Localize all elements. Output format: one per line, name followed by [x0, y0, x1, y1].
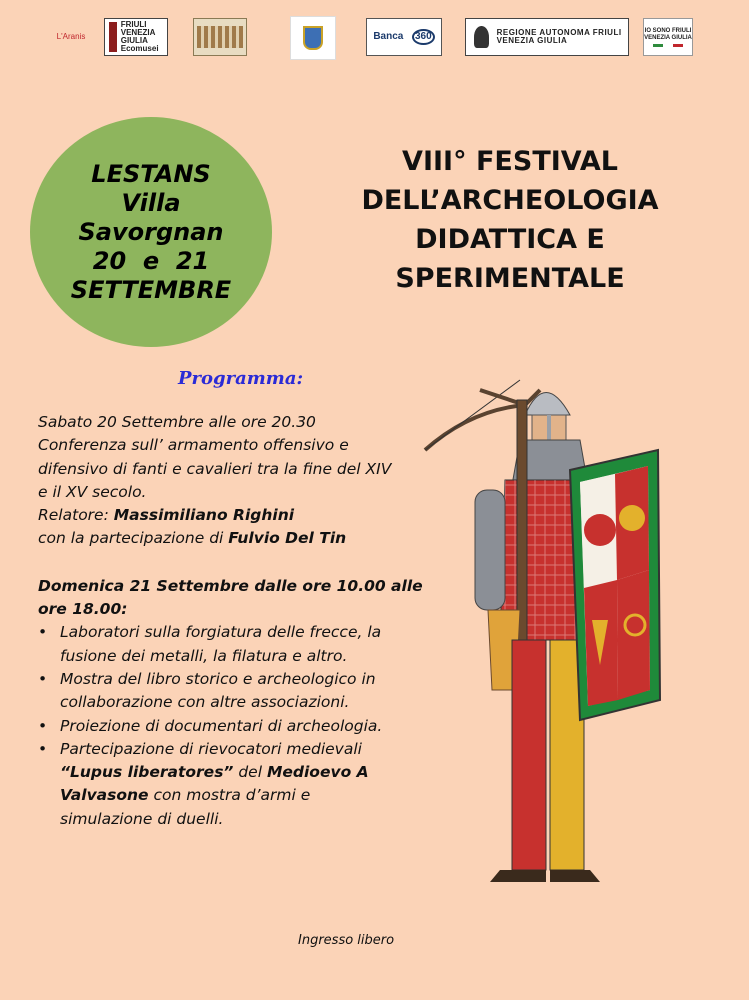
banca-text: Banca — [373, 31, 404, 42]
photo-strip-icon — [197, 26, 243, 48]
saturday-line-3: e il XV secolo. — [38, 482, 147, 501]
io-sono-text: IO SONO FRIULI VENEZIA GIULIA — [644, 27, 692, 41]
location-date-circle — [30, 117, 272, 347]
item-3: • Proiezione di documentari di archeologia. — [60, 716, 383, 735]
participation-line — [38, 527, 438, 550]
sunday-heading-2 — [38, 598, 438, 621]
comune-logo — [290, 16, 336, 60]
title-line-1: VIII° FESTIVAL — [402, 146, 618, 177]
organization-part-1: Medioevo A — [266, 763, 369, 782]
item-4-line-3-rest: con mostra d’armi e — [148, 786, 311, 805]
regione-fvg-logo — [465, 18, 629, 56]
list-item — [38, 621, 438, 668]
aranis-logo-text: L'Aranis — [56, 32, 86, 41]
item-4-line-1: • Partecipazione di rievocatori medievali — [60, 739, 362, 758]
item-2-line-1: • Mostra del libro storico e archeologico in — [60, 669, 376, 688]
sunday-heading — [38, 575, 438, 598]
program-heading: Programma: — [178, 368, 304, 389]
banca-number: 360 — [412, 29, 435, 45]
eagle-icon — [474, 26, 489, 48]
medieval-crossbowman-illustration — [420, 370, 670, 910]
saturday-line-1: Conferenza sull’ armamento offensivo e — [38, 436, 349, 455]
list-item — [38, 715, 438, 738]
speaker-name: Massimiliano Righini — [113, 506, 295, 525]
italian-flag-icon — [653, 44, 683, 47]
organization-part-2: Valvasone — [60, 786, 149, 805]
list-item — [38, 668, 438, 715]
item-1-line-1: • Laboratori sulla forgiatura delle frecce, la — [60, 623, 382, 642]
fvg-ecomusei-text: FRIULI VENEZIA GIULIA Ecomusei — [120, 20, 159, 53]
place-name: LESTANS — [91, 159, 211, 188]
list-item — [38, 738, 438, 831]
title-line-2: DELL’ARCHEOLOGIA — [361, 185, 659, 216]
participant-name: Fulvio Del Tin — [228, 529, 347, 548]
sunday-heading-line-2: ore 18.00: — [38, 600, 128, 619]
free-entry-note: Ingresso libero — [298, 933, 395, 948]
item-4-mid: del — [233, 763, 267, 782]
saturday-line-2: difensivo di fanti e cavalieri tra la fine del XIV — [38, 459, 392, 478]
program-content — [38, 411, 438, 831]
item-4-line-3 — [60, 784, 438, 807]
regione-text: REGIONE AUTONOMA FRIULI VENEZIA GIULIA — [496, 28, 622, 45]
banca-360-logo — [366, 18, 442, 56]
speaker-line — [38, 504, 438, 527]
event-month: SETTEMBRE — [70, 275, 232, 304]
region-map-icon — [109, 22, 117, 52]
sunday-heading-line-1: Domenica 21 Settembre dalle ore 10.00 alle — [38, 576, 423, 595]
sponsor-logos-bar — [0, 14, 749, 62]
item-2-line-2: collaborazione con altre associazioni. — [60, 693, 350, 712]
coat-of-arms-icon — [303, 26, 323, 50]
sunday-activities-list — [38, 621, 438, 831]
item-1-line-2: fusione dei metalli, la filatura e altro. — [60, 646, 348, 665]
fvg-ecomusei-logo — [104, 18, 168, 56]
ecomuseum-photo-logo — [193, 18, 247, 56]
venue-line-1: Villa — [121, 188, 181, 217]
saturday-heading: Sabato 20 Settembre alle ore 20.30 — [38, 413, 316, 431]
festival-title — [300, 142, 720, 298]
io-sono-fvg-logo — [643, 18, 693, 56]
item-4-line-2 — [60, 761, 438, 784]
venue-line-2: Savorgnan — [78, 217, 224, 246]
participation-prefix: con la partecipazione di — [38, 529, 229, 548]
item-4-line-4: simulazione di duelli. — [60, 809, 224, 828]
speaker-prefix: Relatore: — [38, 506, 114, 525]
aranis-logo — [52, 18, 90, 56]
event-dates: 20 e 21 — [92, 246, 210, 275]
title-line-3: DIDATTICA E SPERIMENTALE — [395, 224, 625, 294]
section-spacer — [38, 551, 438, 575]
reenactor-group: “Lupus liberatores” — [60, 763, 234, 782]
